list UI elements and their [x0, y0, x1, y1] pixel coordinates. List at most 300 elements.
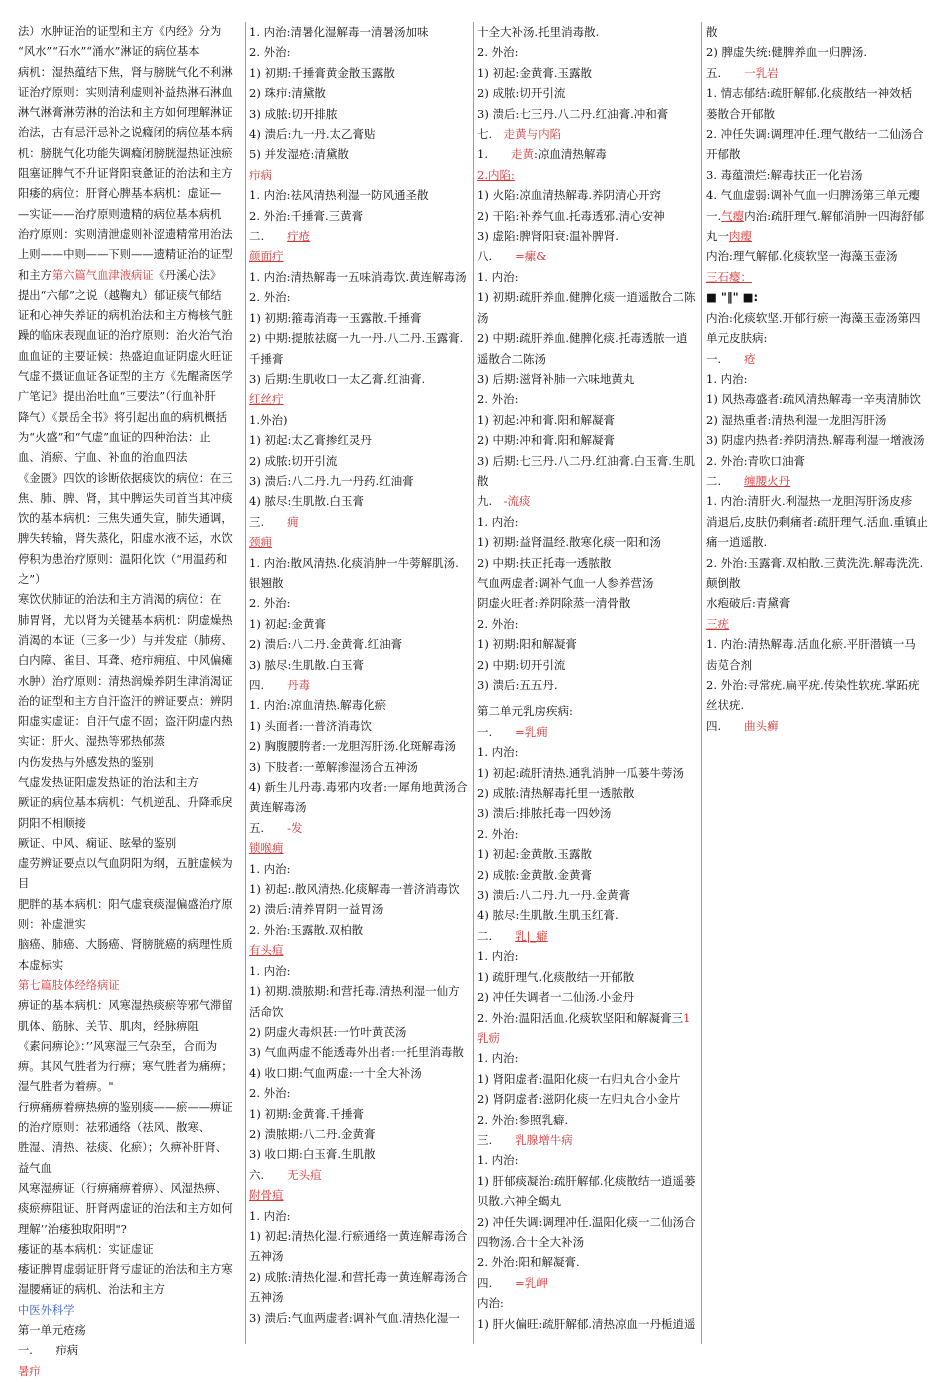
text-line	[249, 124, 471, 144]
text-line	[477, 573, 699, 593]
text-line	[706, 226, 930, 246]
line-text: 气虚发热证阳虚发热证的治法和主方	[18, 775, 199, 789]
line-text: 4) 溃后:九一丹.太乙膏贴	[249, 127, 376, 142]
text-line	[18, 1057, 241, 1077]
text-line	[477, 185, 699, 205]
line-text: 3) 后期:生肌收口一太乙膏.红油膏.	[249, 371, 426, 386]
text-line	[706, 553, 930, 573]
text-line	[477, 1293, 699, 1313]
line-text: 黄连解毒汤	[249, 800, 307, 815]
line-text: 四物汤.合十全大补汤	[477, 1234, 585, 1249]
text-line	[249, 1063, 471, 1083]
line-text: 证和心神失养证的病机治法和主方梅核气脏	[18, 309, 233, 323]
line-text: 益气血	[18, 1161, 52, 1175]
text-line	[18, 915, 241, 935]
text-line	[18, 428, 241, 448]
text-line	[18, 205, 241, 225]
text-line	[477, 614, 699, 634]
line-text: 3) 溃后:排脓托毒一四妙汤	[477, 806, 612, 821]
line-text: 5) 并发湿疮:清黛散	[249, 147, 349, 162]
text-line	[249, 104, 471, 124]
text-line	[18, 672, 241, 692]
text-line	[477, 328, 699, 348]
line-text: 3) 下肢者:一萆解渗湿汤合五神汤	[249, 759, 418, 774]
text-line	[18, 245, 241, 265]
line-text: 机：膀胱气化功能失调癃闭膀胱湿热证浊瘀	[18, 146, 233, 160]
text-line	[477, 593, 699, 613]
text-line	[18, 83, 241, 103]
text-line	[18, 448, 241, 468]
text-line	[477, 844, 699, 864]
line-text: 1) 初起:疏肝清热.通乳消肿一瓜蒌牛蒡汤	[477, 765, 684, 780]
heading-text: 1	[683, 1010, 691, 1025]
line-text: 1) 肝火偏旺:疏肝解郁.清热凉血一丹栀逍遥	[477, 1316, 696, 1331]
text-line	[18, 469, 241, 489]
text-line	[706, 573, 930, 593]
text-line	[477, 491, 699, 511]
text-line	[477, 675, 699, 695]
text-segment: 和主方	[18, 268, 52, 282]
line-text: 2. 外治:寻常疣.扁平疣.传染性软疣.掌跖疣	[706, 678, 920, 692]
text-line	[18, 63, 241, 83]
line-text: 虚劳辨证要点以气血阴阳为纲，五脏虚候为	[18, 857, 233, 871]
line-text: 肺胃肾，尤以肾为关键基本病机：阴虚燥热	[18, 613, 233, 627]
line-text: 1) 疏肝理气.化痰散结一开郁散	[477, 969, 635, 984]
text-segment: 1.	[477, 147, 511, 162]
text-line	[477, 308, 699, 328]
text-line	[249, 940, 471, 960]
text-line	[477, 1089, 699, 1109]
text-line	[249, 655, 471, 675]
text-line	[706, 451, 930, 471]
text-line	[18, 956, 241, 976]
text-line	[18, 550, 241, 570]
line-text: 1. 内治:清暑化湿解毒一清暑汤加味	[249, 25, 429, 39]
line-text: 1. 内治:	[706, 371, 748, 386]
heading-text: =瘰&	[515, 249, 547, 264]
line-text: 本虚标实	[18, 958, 64, 972]
text-segment: 三.	[249, 514, 288, 529]
text-line	[18, 712, 241, 732]
text-line	[18, 611, 241, 631]
text-line	[18, 732, 241, 752]
line-text: 1) 头面者:一普济消毒饮	[249, 718, 372, 733]
line-text: 一. 疖病	[18, 1344, 79, 1358]
line-text: 2) 肾阴虚者:滋阴化痰一左归丸合小金片	[477, 1092, 681, 1107]
line-text: 2) 珠疖:清黛散	[249, 86, 326, 101]
text-line	[18, 753, 241, 773]
text-line	[18, 408, 241, 428]
text-line	[477, 885, 699, 905]
line-text: 1) 火陷:凉血清热解毒.养阴清心开窍	[477, 188, 661, 203]
line-text: 2) 干陷:补养气血.托毒透邪.清心安神	[477, 208, 665, 223]
text-line	[18, 1199, 241, 1219]
text-segment: 二.	[706, 473, 745, 488]
text-line	[706, 165, 930, 185]
line-text: 肌体、筋脉、关节、肌肉，经脉痹阻	[18, 1019, 199, 1033]
text-line	[249, 920, 471, 940]
text-line	[18, 347, 241, 367]
line-text: 内治:	[477, 1296, 504, 1311]
line-text: 1. 内治:	[477, 514, 519, 529]
line-text: 汤	[477, 310, 489, 325]
line-text: 1. 内治:祛风清热利湿一防风通圣散	[249, 188, 429, 203]
text-line	[249, 695, 471, 715]
text-line	[477, 1232, 699, 1252]
line-text: 1) 初期:阳和解凝膏	[477, 637, 577, 652]
text-line	[18, 1138, 241, 1158]
text-line	[477, 42, 699, 62]
text-line	[18, 529, 241, 549]
text-line	[706, 410, 930, 430]
text-line	[706, 104, 930, 124]
heading-text: 乳疬	[477, 1030, 500, 1045]
line-text: 则：补虚泄实	[18, 918, 86, 932]
line-text: 《素问痹论》：’’风寒湿三气杂至，合而为	[18, 1039, 218, 1053]
line-text: 2. 外治:	[249, 1086, 291, 1101]
line-text: 2) 溃后:清养胃阴一益胃汤	[249, 902, 384, 917]
text-line	[477, 1171, 699, 1191]
line-text: 颠倒散	[706, 575, 741, 590]
line-text: 2) 中期:扶正托毒一透脓散	[477, 555, 612, 570]
text-line	[18, 164, 241, 184]
line-text: 淋气淋膏淋劳淋的治法和主方如何理解淋证	[18, 106, 233, 120]
text-line	[18, 1220, 241, 1240]
text-line	[18, 651, 241, 671]
line-text: 2) 湿热重者:清热利湿一龙胆泻肝汤	[706, 412, 887, 427]
line-text: 血、消瘀、宁血、补血的治血四法	[18, 451, 188, 465]
text-line	[706, 532, 930, 552]
text-line	[249, 451, 471, 471]
text-segment: 一.	[477, 724, 516, 739]
subject-title: 中医外科学	[18, 1303, 75, 1317]
line-text: 1) 初起:.散风清热.化痰解毒一普济消毒饮	[249, 882, 460, 897]
line-text: 《金匮》四饮的诊断依据痰饮的病位：在三	[18, 471, 233, 485]
text-line	[249, 1104, 471, 1124]
line-text: 痹证的基本病机：风寒湿热痰瘀等邪气滞留	[18, 999, 233, 1013]
text-line	[477, 165, 699, 185]
line-text: —实证——治疗原则遗精的病位基本病机	[18, 207, 222, 221]
line-text: 饮的基本病机：三焦失通失宣，肺失通调，	[18, 512, 233, 526]
line-text: 内治:理气解郁.化痰软坚一海藻玉壶汤	[706, 249, 898, 264]
text-line	[477, 1252, 699, 1272]
text-line	[477, 410, 699, 430]
text-line	[706, 42, 930, 62]
line-text: 2) 溃后:八二丹.金黄膏.红油膏	[249, 637, 403, 652]
line-text: 银翘散	[249, 575, 284, 590]
text-line	[477, 104, 699, 124]
line-text: 十全大补汤.托里消毒散.	[477, 25, 600, 39]
line-text: 1. 内治:	[477, 269, 519, 284]
text-line	[477, 246, 699, 266]
line-text: 痹。其风气胜者为行痹；寒气胜者为痛痹；	[18, 1060, 233, 1074]
text-line	[706, 369, 930, 389]
text-line	[249, 1083, 471, 1103]
line-text: 齿苋合剂	[706, 657, 752, 672]
line-text: 2) 中期:冲和膏.阳和解凝膏	[477, 433, 615, 448]
text-line	[18, 22, 241, 42]
heading-text: 肉瘿	[729, 229, 752, 244]
text-line	[18, 184, 241, 204]
text-segment: 六.	[249, 1167, 288, 1182]
heading-text: =乳痈	[515, 724, 548, 739]
text-line	[18, 387, 241, 407]
text-line	[249, 42, 471, 62]
text-line	[18, 590, 241, 610]
line-text: 2) 成脓:清热解毒托里一透脓散	[477, 786, 635, 801]
text-line	[477, 634, 699, 654]
line-text: 2. 外治:	[477, 616, 519, 631]
line-text: 1. 内治:	[477, 1153, 519, 1168]
text-line	[18, 935, 241, 955]
text-line	[249, 512, 471, 532]
text-line	[477, 783, 699, 803]
line-text: 千捶膏	[249, 351, 284, 366]
heading-text: 暑疖	[18, 1364, 41, 1378]
line-text: 1. 内治:	[249, 963, 291, 978]
line-text: 2. 外治:	[477, 392, 519, 407]
text-segment: 五.	[249, 820, 288, 835]
text-line	[706, 22, 930, 42]
text-line	[477, 369, 699, 389]
line-text: 2) 成脓:切开引流	[249, 453, 338, 468]
line-text: 风寒湿痹证（行痹痛痹着痹）、风湿热痹、	[18, 1181, 227, 1195]
line-text: 1. 内治:	[477, 949, 519, 964]
text-line	[249, 308, 471, 328]
text-line	[18, 1077, 241, 1097]
text-line	[477, 824, 699, 844]
line-text: 2) 冲任失调者一二仙汤.小金丹	[477, 990, 635, 1005]
text-line	[249, 389, 471, 409]
line-text: 1) 初起:冲和膏.阳和解凝膏	[477, 412, 615, 427]
text-line	[249, 777, 471, 797]
text-line	[249, 267, 471, 287]
text-line	[249, 1246, 471, 1266]
line-text: 寒饮伏肺证的治法和主方消渴的病位：在	[18, 593, 222, 607]
text-line	[249, 1124, 471, 1144]
text-line	[18, 874, 241, 894]
text-line	[477, 1110, 699, 1130]
text-line	[18, 1240, 241, 1260]
line-text: 2. 外治:	[477, 45, 519, 60]
text-line	[477, 22, 699, 42]
line-text: 1. 内治:散风清热.化痰消肿一牛蒡解肌汤.	[249, 555, 459, 570]
text-line	[477, 532, 699, 552]
line-text: 湿腰痛证的病机、治法和主方	[18, 1283, 165, 1297]
text-line	[249, 614, 471, 634]
text-line	[249, 63, 471, 83]
text-line	[249, 634, 471, 654]
text-line	[249, 1287, 471, 1307]
text-line	[249, 818, 471, 838]
line-text: 1. 内治:	[477, 745, 519, 760]
text-line	[18, 976, 241, 996]
text-segment: 内治:疏肝理气.解郁消肿一四海舒郁	[744, 208, 925, 223]
text-line	[477, 430, 699, 450]
line-text: 活命饮	[249, 1004, 284, 1019]
text-line	[249, 1206, 471, 1226]
line-text: 之”）	[18, 573, 47, 587]
line-text: 厥证的病位基本病机：气机逆乱、升降乖戾	[18, 796, 233, 810]
text-line	[477, 1028, 699, 1048]
text-line	[18, 103, 241, 123]
text-line	[249, 226, 471, 246]
text-line	[477, 987, 699, 1007]
text-segment: 四.	[249, 678, 288, 692]
line-text: 焦、肺、脾、肾，其中脾运失司首当其冲痰	[18, 491, 233, 505]
text-line	[706, 634, 930, 654]
text-line	[249, 471, 471, 491]
text-segment: 二.	[477, 928, 516, 943]
text-line	[706, 695, 930, 715]
text-segment: 《丹溪心法》	[153, 268, 222, 282]
text-line	[18, 144, 241, 164]
line-text: 的治疗原则：祛邪通络（祛风、散寒、	[18, 1121, 211, 1135]
text-line	[706, 185, 930, 205]
text-line	[477, 946, 699, 966]
line-text: 1) 初起:清热化湿.行瘀通络一黄连解毒汤合	[249, 1228, 468, 1243]
line-text: 2) 胸腹腰胯者:一龙胆泻肝汤.化斑解毒汤	[249, 739, 456, 754]
line-text: 提出“六郁”之说（越鞠丸）郁证痰气郁结	[18, 288, 222, 302]
heading-text: 颜面疔	[249, 249, 284, 264]
line-text: 降气）《景岳全书》将引起出血的病机概括	[18, 410, 227, 424]
text-line	[477, 1150, 699, 1170]
text-segment: 一.	[706, 351, 745, 366]
text-line	[18, 834, 241, 854]
heading-text: -发	[287, 820, 303, 835]
text-line	[18, 1037, 241, 1057]
line-text: 肥胖的基本病机：阳气虚衰痰湿偏盛治疗原	[18, 897, 233, 911]
line-text: 躁的临床表现血证的治疗原则：治火治气治	[18, 329, 233, 343]
line-text: 病机：湿热蕴结下焦，肾与膀胱气化不利淋	[18, 65, 233, 79]
text-line	[477, 655, 699, 675]
text-line	[706, 512, 930, 532]
text-line	[249, 185, 471, 205]
text-line	[249, 838, 471, 858]
line-text: 内伤发热与外感发热的鉴别	[18, 755, 154, 769]
text-line	[18, 814, 241, 834]
line-text: 3) 后期:七三丹.八二丹.红油膏.白玉膏.生肌	[477, 453, 695, 468]
line-text: 气虚不摄证血证各证型的主方《先醒斋医学	[18, 370, 233, 384]
line-text: 单元皮肤病:	[706, 331, 768, 346]
line-text: 1. 内治:清肝火.利湿热一龙胆泻肝汤皮疹	[706, 494, 913, 509]
line-text: 3) 溃后:气血两虚者:调补气血.清热化湿一	[249, 1310, 460, 1325]
line-text: 1) 肝郁痰凝治:疏肝解郁.化痰散结一逍遥蒌	[477, 1173, 696, 1188]
text-line	[18, 1098, 241, 1118]
line-text: 治法，古有忌汗忌补之说癃闭的病位基本病	[18, 126, 233, 140]
text-line	[477, 1048, 699, 1068]
text-line	[706, 716, 930, 736]
text-line	[18, 793, 241, 813]
line-text: 1) 初起:太乙膏掺红灵丹	[249, 433, 372, 448]
text-line	[249, 287, 471, 307]
line-text: 消退后,皮肤仍剩痛者:疏肝理气.活血.重镇止	[706, 514, 928, 529]
text-line	[249, 430, 471, 450]
text-line	[18, 1159, 241, 1179]
text-line	[477, 967, 699, 987]
line-text: 4) 新生儿丹毒.毒邪内攻者:一犀角地黄汤合	[249, 780, 468, 795]
text-line	[477, 865, 699, 885]
line-text: 痰瘀痹阻证、肝肾两虚证的治法和主方如何	[18, 1202, 233, 1216]
line-text: 胜湿、清热、祛痰、化瘀）；久痹补肝肾、	[18, 1141, 227, 1155]
text-line	[18, 1260, 241, 1280]
text-line	[249, 1002, 471, 1022]
line-text: 第二单元乳房疾病:	[477, 704, 573, 719]
text-line	[706, 655, 930, 675]
line-text: 3) 成脓:切开排脓	[249, 106, 338, 121]
text-line	[249, 491, 471, 511]
column-1	[18, 22, 246, 1378]
line-text: 3) 阴虚内热者:养阴清热.解毒利湿一增液汤	[706, 433, 925, 448]
text-line	[18, 266, 241, 286]
line-text: 1) 初起:金黄膏	[249, 616, 326, 631]
heading-text: 2.内陷:	[477, 167, 515, 182]
line-text: 4) 收口期:气血两虚:一十全大补汤	[249, 1065, 422, 1080]
line-text: 2. 外治:	[477, 826, 519, 841]
line-text: 停积为患治疗原则：温阳化饮（“用温药和	[18, 552, 228, 566]
text-line	[18, 1321, 241, 1341]
text-line	[477, 124, 699, 144]
line-text: 内治:化痰软坚.开郁行瘀一海藻玉壶汤第四	[706, 310, 921, 325]
line-text: 2) 冲任失调:调理冲任.温阳化痰一二仙汤合	[477, 1214, 696, 1229]
heading-text: 无头疽	[287, 1167, 322, 1182]
heading-text: 三疣	[706, 616, 729, 631]
text-line	[249, 328, 471, 348]
line-text: 2. 外治:玉露膏.双柏散.三黄洗洗.解毒洗洗.	[706, 555, 924, 570]
text-line	[477, 803, 699, 823]
text-line	[706, 124, 930, 144]
line-text: 3) 溃后:五五丹.	[477, 678, 558, 692]
line-text: 3) 溃后:八二丹.九一丹.金黄膏	[477, 888, 631, 903]
text-line	[477, 267, 699, 287]
line-text: 丝状疣.	[706, 698, 745, 713]
text-line	[249, 1267, 471, 1287]
text-line	[477, 763, 699, 783]
text-line	[477, 1008, 699, 1028]
line-text: 血血证的主要证候：热盛迫血证阴虚火旺证	[18, 349, 233, 363]
line-text: 2) 溃脓期:八二丹.金黄膏	[249, 1126, 376, 1141]
text-line	[706, 430, 930, 450]
line-text: 2) 中期:提脓祛腐一九一丹.八二丹.玉露膏.	[249, 331, 464, 346]
heading-text: 锁喉痈	[249, 841, 284, 856]
column-4	[702, 22, 930, 1344]
heading-text: 乳腺增牛病	[515, 1132, 573, 1147]
line-text: 阳虚实虚证：自汗气虚不固；盗汗阴虚内热	[18, 715, 233, 729]
text-line	[706, 471, 930, 491]
text-line	[706, 593, 930, 613]
heading-text: 痈	[287, 514, 299, 529]
text-line	[18, 489, 241, 509]
column-3	[474, 22, 702, 1344]
text-line	[249, 165, 471, 185]
line-text: 3) 溃后:八二丹.九一丹药.红油膏	[249, 473, 414, 488]
line-text: 气血两虚者:调补气血一人参养营汤	[477, 575, 654, 590]
text-line	[18, 1118, 241, 1138]
text-segment: 七.	[477, 127, 504, 142]
line-text: 2) 中期:疏肝养血.健脾化痰.托毒透脓一逍	[477, 331, 688, 346]
line-text: 理解’’治痿独取阳明"?	[18, 1222, 127, 1236]
text-line	[477, 63, 699, 83]
heading-text: 红丝疔	[249, 392, 284, 407]
line-text: 脑癌、肺癌、大肠癌、肾膀胱癌的病理性质	[18, 938, 233, 952]
text-segment: 丸一	[706, 229, 729, 244]
heading-text: 曲头癣	[744, 718, 779, 733]
line-text: 3) 脓尽:生肌散.白玉膏	[249, 657, 364, 672]
text-line	[706, 83, 930, 103]
text-line	[249, 532, 471, 552]
text-line	[249, 593, 471, 613]
text-line	[18, 570, 241, 590]
